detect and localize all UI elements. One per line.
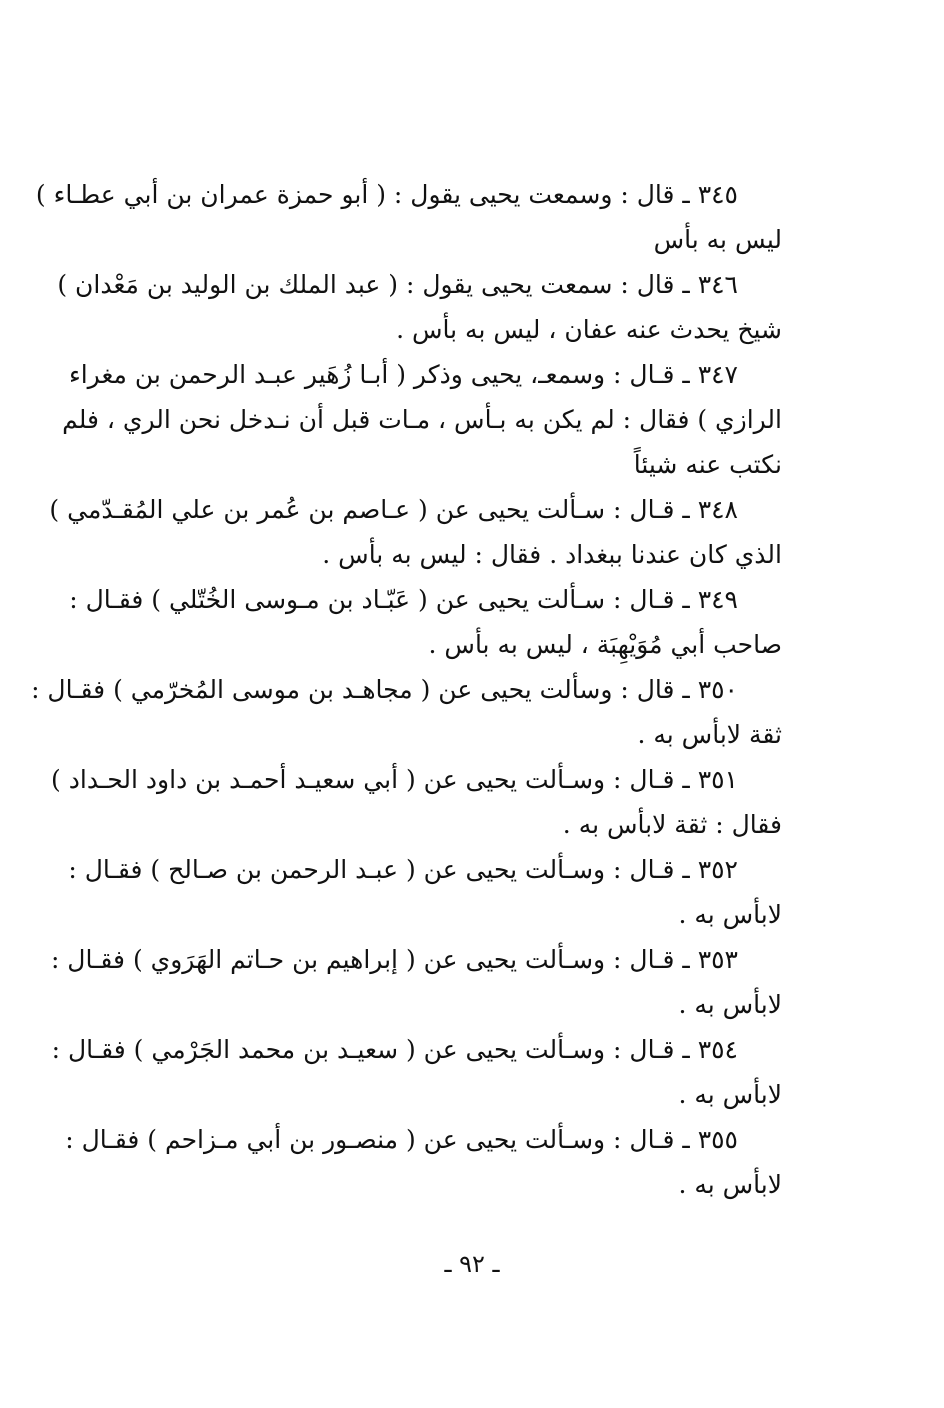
entry-line: فقال : ثقة لابأس به . [562, 810, 782, 839]
entry-353 [50, 937, 782, 1027]
entry-line: ٣٤٦ ـ قال : سمعت يحيى يقول : ( عبد الملك بن الوليد بن مَعْدان ) [57, 270, 738, 299]
entry-line: الرازي ) فقال : لم يكن به بـأس ، مـات قبل أن نـدخل نحن الري ، فلم [62, 405, 782, 434]
entry-line: ٣٤٥ ـ قال : وسمعت يحيى يقول : ( أبو حمزة عمران بن أبي عطـاء ) [35, 180, 738, 209]
entry-line: ٣٥٣ ـ قـال : وسـألت يحيى عن ( إبراهيم بن حـاتم الهَرَوي ) فقـال : [50, 945, 738, 974]
entry-line: ثقة لابأس به . [637, 720, 782, 749]
entry-line: نكتب عنه شيئاً [633, 450, 782, 479]
entry-line: ٣٥٠ ـ قال : وسألت يحيى عن ( مجاهـد بن موسى المُخرّمي ) فقـال : [31, 675, 738, 704]
entry-351 [51, 757, 782, 847]
entry-line: لابأس به . [678, 1080, 782, 1109]
entry-352 [68, 847, 782, 937]
entry-line: لابأس به . [678, 990, 782, 1019]
entry-line: لابأس به . [678, 900, 782, 929]
entry-line: ٣٤٩ ـ قـال : سـألت يحيى عن ( عَبّـاد بن مـوسى الخُتّلي ) فقـال : [69, 585, 738, 614]
entry-348 [49, 487, 782, 577]
page-number: ـ ٩٢ ـ [444, 1250, 500, 1278]
entry-line: ٣٥٤ ـ قـال : وسـألت يحيى عن ( سعيـد بن محمد الجَرْمي ) فقـال : [51, 1035, 738, 1064]
entry-349 [69, 577, 782, 667]
entry-355 [65, 1117, 782, 1207]
page-content [31, 172, 782, 1207]
entry-346 [57, 262, 782, 352]
entry-354 [51, 1027, 782, 1117]
entry-line: ٣٤٨ ـ قـال : سـألت يحيى عن ( عـاصم بن عُمر بن علي المُقـدّمي ) [49, 495, 738, 524]
entry-347 [62, 352, 782, 487]
entry-line: الذي كان عندنا ببغداد . فقال : ليس به بأس . [322, 540, 782, 569]
entry-350 [31, 667, 782, 757]
entry-line: ٣٥١ ـ قـال : وسـألت يحيى عن ( أبي سعيـد أحمـد بن داود الحـداد ) [51, 765, 738, 794]
entry-345 [35, 172, 782, 262]
entry-line: ٣٥٢ ـ قـال : وسـألت يحيى عن ( عبـد الرحمن بن صـالح ) فقـال : [68, 855, 738, 884]
entry-line: ٣٤٧ ـ قـال : وسمعـ، يحيى وذكر ( أبـا زُهَير عبـد الرحمن بن مغراء [68, 360, 738, 389]
entry-line: صاحب أبي مُوَيْهِبَة ، ليس به بأس . [428, 630, 782, 659]
entry-line: لابأس به . [678, 1170, 782, 1199]
entry-line: ٣٥٥ ـ قـال : وسـألت يحيى عن ( منصـور بن أبي مـزاحم ) فقـال : [65, 1125, 738, 1154]
entry-line: شيخ يحدث عنه عفان ، ليس به بأس . [396, 315, 782, 344]
entry-line: ليس به بأس [653, 225, 782, 254]
